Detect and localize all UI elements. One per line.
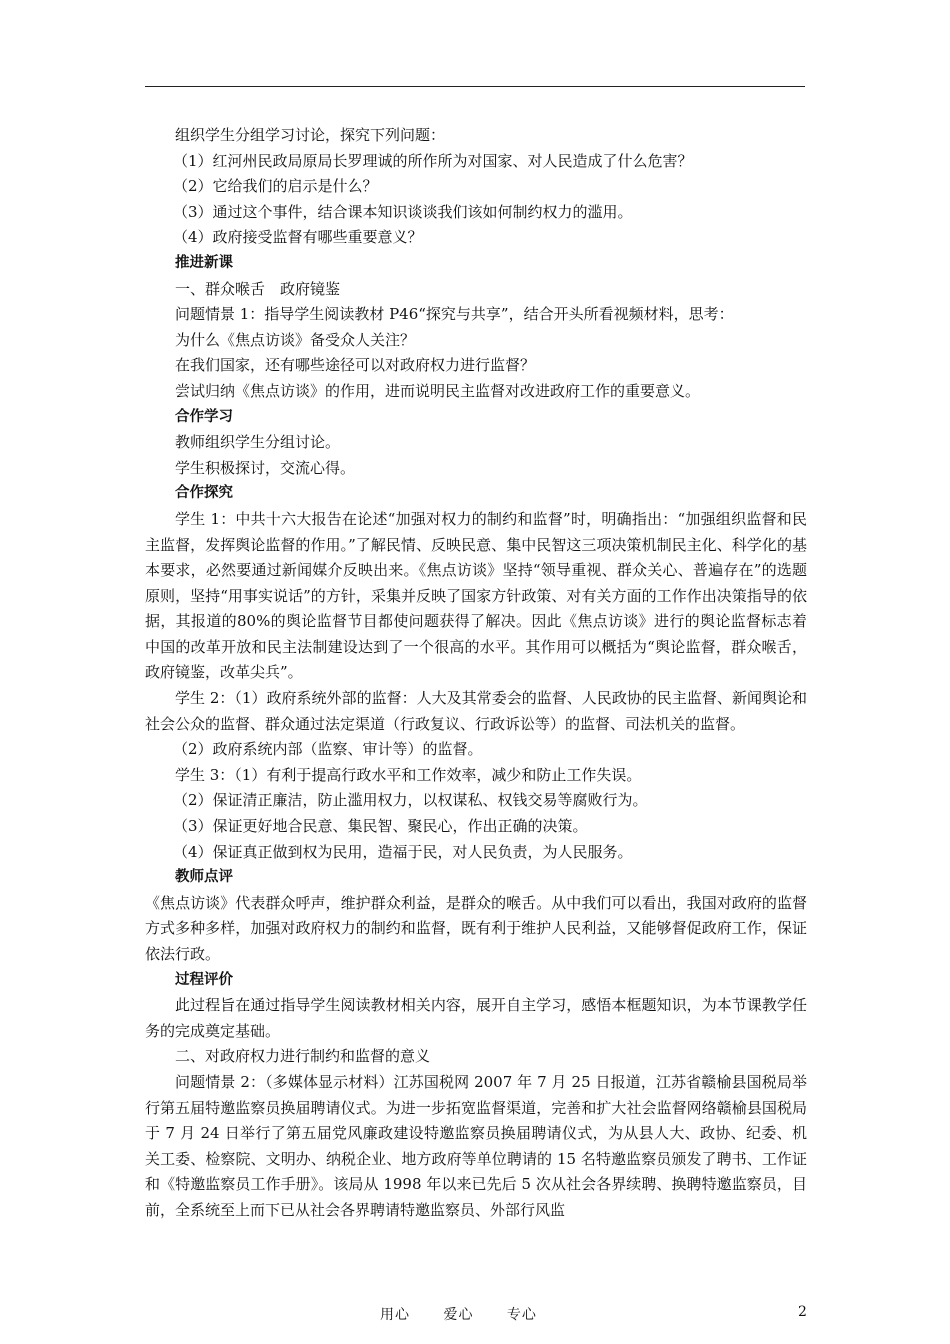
footer-word: 专心 bbox=[506, 1307, 537, 1323]
paragraph-student2: 学生 2：（1）政府系统外部的监督：人大及其常委会的监督、人民政协的民主监督、新闻舆论和社会公众的监督、群众通过法定渠道（行政复议、行政诉讼等）的监督、司法机关的监督。 bbox=[145, 689, 807, 733]
paragraph-student1: 学生 1：中共十六大报告在论述“加强对权力的制约和监督”时，明确指出：“加强组织监督和民主监督，发挥舆论监督的作用。”了解民情、反映民意、集中民智这三项决策机制民主化、科学化的基本要求，必然要通过新闻媒介反映出来。《焦点访谈》坚持“领导重视、群众关心、普遍存在”的选题原则，坚持“用事实说话”的方针，采集并反映了国家方针政策、对有关方面的工作作出决策指导的依据，其报道的80%的舆论监督节目都使问题获得了解决。因此《焦点访谈》进行的舆论监督标志着中国的改革开放和民主法制建设达到了一个很高的水平。其作用可以概括为“舆论监督，群众喉舌，政府镜鉴，改革尖兵”。 bbox=[145, 509, 807, 682]
section-title: 二、对政府权力进行制约和监督的意义 bbox=[175, 1047, 431, 1066]
text-line: 为什么《焦点访谈》备受众人关注？ bbox=[175, 330, 416, 349]
text-line: 教师组织学生分组讨论。 bbox=[175, 433, 341, 452]
footer-word: 爱心 bbox=[443, 1307, 474, 1323]
text-line: （2）它给我们的启示是什么？ bbox=[173, 177, 378, 196]
text-line: （3）保证更好地合民意、集民智、聚民心，作出正确的决策。 bbox=[173, 817, 588, 836]
footer-motto bbox=[380, 1304, 565, 1324]
section-heading: 合作探究 bbox=[175, 485, 233, 502]
text-line: 在我们国家，还有哪些途径可以对政府权力进行监督？ bbox=[175, 356, 536, 375]
text-line: （4）政府接受监督有哪些重要意义？ bbox=[173, 228, 423, 247]
section-heading: 合作学习 bbox=[175, 408, 233, 425]
text-line: （4）保证真正做到权为民用，造福于民，对人民负责，为人民服务。 bbox=[173, 842, 633, 861]
footer-word: 用心 bbox=[380, 1307, 410, 1323]
text-line: （3）通过这个事件，结合课本知识谈谈我们该如何制约权力的滥用。 bbox=[173, 202, 633, 221]
section-title: 一、群众喉舌 政府镜鉴 bbox=[175, 279, 341, 298]
header-rule bbox=[145, 86, 805, 87]
paragraph-scenario2: 问题情景 2：（多媒体显示材料）江苏国税网 2007 年 7 月 25 日报道，江苏省赣榆县国税局举行第五届特邀监察员换届聘请仪式。为进一步拓宽监督渠道，完善和扩大社会监督网络赣榆县国税局于 7 月 24 日举行了第五届党风廉政建设特邀监察员换届聘请仪式，为从县人大、政协、纪委、机关工委、检察院、文明办、纳税企业、地方政府等单位聘请的 15 名特邀监察员颁发了聘书、工作证和《特邀监察员工作手册》。该局从 1998 年以来已先后 5 次从社会各界续聘、换聘特邀监察员，目前，全系统至上而下已从社会各界聘请特邀监察员、外部行风监 bbox=[145, 1072, 807, 1219]
text-line: 问题情景 1：指导学生阅读教材 P46“探究与共享”，结合开头所看视频材料，思考： bbox=[175, 305, 734, 324]
text-line: 学生 3：（1）有利于提高行政水平和工作效率，减少和防止工作失误。 bbox=[175, 765, 642, 784]
text-line: 学生积极探讨，交流心得。 bbox=[175, 458, 356, 477]
section-heading: 教师点评 bbox=[175, 869, 233, 886]
text-line: 尝试归纳《焦点访谈》的作用，进而说明民主监督对改进政府工作的重要意义。 bbox=[175, 381, 701, 400]
paragraph-evaluation: 此过程旨在通过指导学生阅读教材相关内容，展开自主学习，感悟本框题知识，为本节课教学任务的完成奠定基础。 bbox=[145, 996, 807, 1040]
section-heading: 推进新课 bbox=[175, 254, 233, 271]
document-body bbox=[145, 123, 807, 1224]
section-heading: 过程评价 bbox=[175, 971, 233, 988]
text-line: （2）政府系统内部（监察、审计等）的监督。 bbox=[173, 740, 483, 759]
paragraph-teacher-comment: 《焦点访谈》代表群众呼声，维护群众利益，是群众的喉舌。从中我们可以看出，我国对政府的监督方式多种多样，加强对政府权力的制约和监督，既有利于维护人民利益，又能够督促政府工作，保证依法行政。 bbox=[145, 893, 807, 963]
text-line: 组织学生分组学习讨论，探究下列问题： bbox=[175, 126, 446, 144]
text-line: （2）保证清正廉洁，防止滥用权力，以权谋私、权钱交易等腐败行为。 bbox=[173, 791, 648, 810]
page-number: 2 bbox=[798, 1304, 807, 1320]
text-line: （1）红河州民政局原局长罗理诚的所作所为对国家、对人民造成了什么危害？ bbox=[173, 151, 693, 170]
